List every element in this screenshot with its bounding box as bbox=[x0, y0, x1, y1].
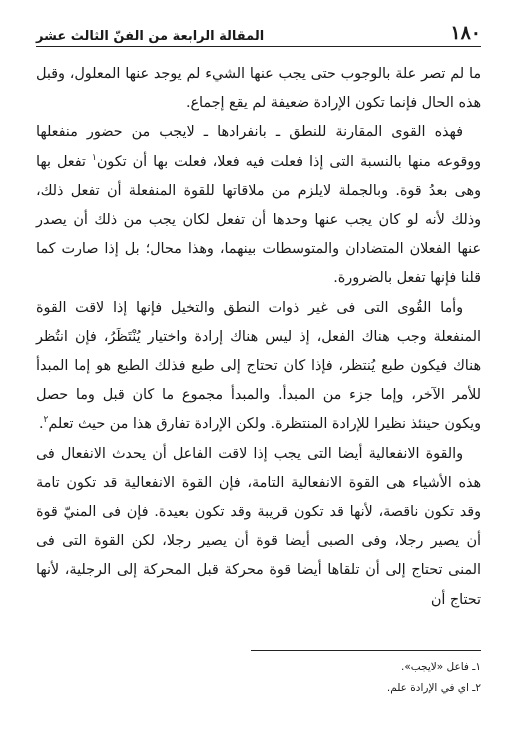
paragraph-3-text-after: . bbox=[38, 416, 44, 433]
footnote-2: ٢ـ اي في الإرادة علم. bbox=[386, 682, 481, 694]
paragraph-3 bbox=[36, 294, 481, 440]
footnote-1: ١ـ فاعل «لايجب». bbox=[400, 661, 481, 673]
paragraph-2 bbox=[36, 118, 481, 293]
paragraph-2-text-before: فهذه القوى المقارنة للنطق ـ بانفرادها ـ لايجب من حضور منفعلها ووقوعه منها بالنسبة التى إذا فعلت فيه فعلا، فعلت بها أن تكون bbox=[36, 124, 481, 170]
running-title: المقالة الرابعة من الفنّ الثالث عشر bbox=[36, 29, 265, 44]
footnote-marker-2[interactable]: ٢ bbox=[43, 415, 49, 426]
page-header bbox=[36, 14, 481, 44]
paragraph-2-text-after: تفعل بها وهى بعدُ قوة. وبالجملة لايلزم من ملاقاتها للقوة المنفعلة أن تفعل ذلك، وذلك لأنه لو كان يجب عنها وحدها أن تفعل لكان يجب من ذلك أن يصدر عنها الفعلان المتضادان والمتوسطات بينهما، وهذا محال؛ بل إذا صارت كما قلنا فإنها تفعل بالضرورة. bbox=[36, 153, 481, 287]
paragraph-1 bbox=[36, 60, 481, 118]
body-text bbox=[36, 60, 481, 615]
paragraph-4 bbox=[36, 440, 481, 615]
paragraph-3-text: وأما القُوى التى فى غير ذوات النطق والتخيل فإنها إذا لاقت القوة المنفعلة وجب هناك الفعل، إذ ليس هناك إرادة واختيار يُنْتَظَرُ، فإن انتُظر هناك فيكون طبع يُنتظر، فإذا كان تحتاج إلى طبع فذلك الطبع هو إما المبدأ للأمر الآخر، وإما جزء من المبدأ. والمبدأ مجموع ما كان قبل وما حصل ويكون حينئذ نظيرا للإرادة المنتظرة. ولكن الإرادة تفارق هذا من حيث تعلم bbox=[36, 299, 481, 433]
paragraph-1-text: ما لم تصر علة بالوجوب حتى يجب عنها الشيء لم يوجد عنها المعلول، وقبل هذه الحال فإنما تكون الإرادة ضعيفة لم يقع إجماع. bbox=[36, 66, 481, 112]
footnote-rule bbox=[251, 650, 481, 651]
footnote-marker-1[interactable]: ١ bbox=[91, 152, 97, 163]
paragraph-4-text: والقوة الانفعالية أيضا التى يجب إذا لاقت الفاعل أن يحدث الانفعال فى هذه الأشياء هى القوة الانفعالية التامة، فإن القوة الانفعالية قد تكون تامة وقد تكون ناقصة، لأنها قد تكون قريبة وقد تكون بعيدة. فإن فى المنيّ قوة أن يصير رجلا، وفى الصبى أيضا قوة أن يصير رجلا، لكن القوة التى فى المنى تحتاج إلى أن تلقاها أيضا قوة محركة قبل المحركة إلى الرجلية، لأنها تحتاج أن bbox=[36, 445, 481, 608]
footnotes bbox=[36, 657, 481, 699]
header-rule bbox=[36, 46, 481, 47]
page-number: ١٨٠ bbox=[450, 22, 481, 44]
